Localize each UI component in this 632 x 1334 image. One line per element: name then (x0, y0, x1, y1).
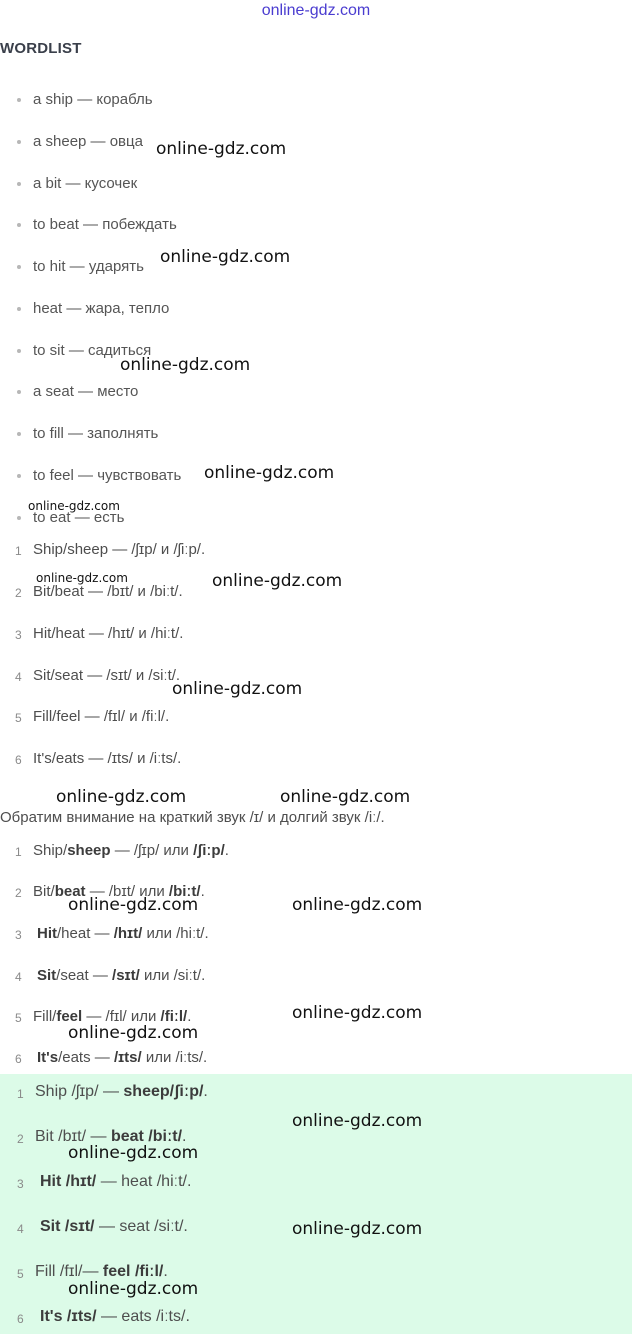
wordlist-item: a bit — кусочек (33, 175, 137, 192)
top-watermark: online-gdz.com (261, 2, 371, 19)
watermark: online-gdz.com (172, 679, 303, 699)
list-number: 4 (15, 970, 22, 984)
pair-line-bold: Fill/feel — /fɪl/ или /fiːl/. (33, 1008, 192, 1025)
list-number: 6 (15, 1052, 22, 1066)
list-number: 3 (15, 928, 22, 942)
wordlist-item: to feel — чувствовать (33, 467, 181, 484)
list-number: 1 (15, 544, 22, 558)
pair-line-bold: Sit/seat — /sɪt/ или /siːt/. (37, 967, 206, 984)
list-number: 6 (17, 1312, 24, 1326)
watermark: online-gdz.com (120, 355, 251, 375)
list-number: 5 (15, 1011, 22, 1025)
watermark: online-gdz.com (68, 1023, 199, 1043)
watermark: online-gdz.com (292, 1111, 423, 1131)
watermark: online-gdz.com (212, 571, 343, 591)
watermark: online-gdz.com (68, 1143, 199, 1163)
wordlist-item: to eat — есть (33, 509, 124, 526)
watermark: online-gdz.com (156, 139, 287, 159)
list-number: 6 (15, 753, 22, 767)
wordlist-item: to fill — заполнять (33, 425, 158, 442)
wordlist-item: heat — жара, тепло (33, 300, 169, 317)
wordlist-item: to sit — садиться (33, 342, 151, 359)
list-number: 1 (15, 845, 22, 859)
watermark: online-gdz.com (68, 1279, 199, 1299)
watermark: online-gdz.com (160, 247, 291, 267)
wordlist-item: a sheep — овца (33, 133, 143, 150)
watermark: online-gdz.com (292, 1003, 423, 1023)
list-number: 5 (15, 711, 22, 725)
answer-line: Sit /sɪt/ — seat /siːt/. (40, 1218, 188, 1235)
list-number: 1 (17, 1087, 24, 1101)
pair-line-bold: Ship/sheep — /ʃɪp/ или /ʃiːp/. (33, 842, 229, 859)
list-number: 5 (17, 1267, 24, 1281)
pair-line-bold: It's/eats — /ɪts/ или /iːts/. (37, 1049, 208, 1066)
list-number: 4 (15, 670, 22, 684)
wordlist-item: a seat — место (33, 383, 138, 400)
answer-line: It's /ɪts/ — eats /iːts/. (40, 1308, 190, 1325)
watermark: online-gdz.com (28, 499, 120, 513)
watermark: online-gdz.com (280, 787, 411, 807)
pronunciation-note: Обратим внимание на краткий звук /ɪ/ и долгий звук /iː/. (0, 809, 385, 826)
pair-line: It's/eats — /ɪts/ и /iːts/. (33, 750, 182, 767)
list-number: 2 (15, 886, 22, 900)
list-number: 2 (15, 586, 22, 600)
wordlist-heading: WORDLIST (0, 40, 82, 57)
pair-line: Sit/seat — /sɪt/ и /siːt/. (33, 667, 181, 684)
pair-line: Fill/feel — /fɪl/ и /fiːl/. (33, 708, 170, 725)
pair-line: Hit/heat — /hɪt/ и /hiːt/. (33, 625, 184, 642)
watermark: online-gdz.com (204, 463, 335, 483)
list-number: 2 (17, 1132, 24, 1146)
wordlist-item: to beat — побеждать (33, 216, 177, 233)
list-number: 3 (15, 628, 22, 642)
answer-line: Fill /fɪl/— feel /fiːl/. (35, 1263, 168, 1280)
watermark: online-gdz.com (292, 1219, 423, 1239)
watermark: online-gdz.com (36, 571, 128, 585)
wordlist-item: to hit — ударять (33, 258, 144, 275)
pair-line-bold: Hit/heat — /hɪt/ или /hiːt/. (37, 925, 209, 942)
pair-line: Bit/beat — /bɪt/ и /biːt/. (33, 583, 183, 600)
wordlist-item: a ship — корабль (33, 91, 153, 108)
watermark: online-gdz.com (68, 895, 199, 915)
answer-line: Bit /bɪt/ — beat /biːt/. (35, 1128, 187, 1145)
list-number: 3 (17, 1177, 24, 1191)
answer-line: Ship /ʃɪp/ — sheep/ʃiːp/. (35, 1083, 208, 1100)
pair-line-bold: Bit/beat — /bɪt/ или /biːt/. (33, 883, 205, 900)
pair-line: Ship/sheep — /ʃɪp/ и /ʃiːp/. (33, 541, 206, 558)
answer-line: Hit /hɪt/ — heat /hiːt/. (40, 1173, 192, 1190)
watermark: online-gdz.com (56, 787, 187, 807)
list-number: 4 (17, 1222, 24, 1236)
watermark: online-gdz.com (292, 895, 423, 915)
